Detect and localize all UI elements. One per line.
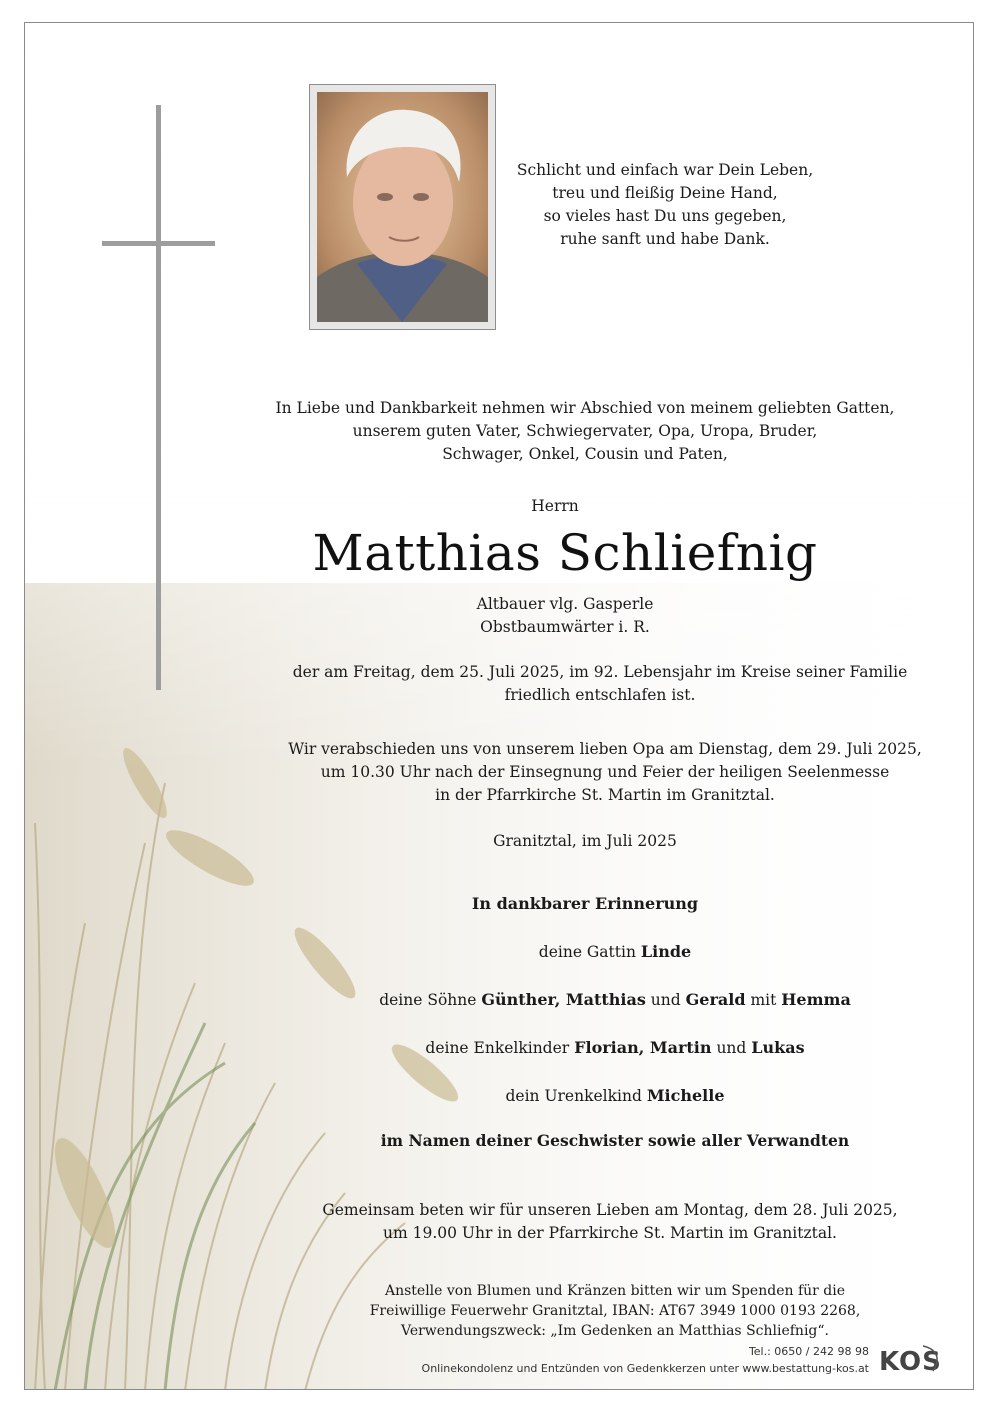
- memory-name: Florian, Martin: [574, 1038, 712, 1057]
- donation-line: Verwendungszweck: „Im Gedenken an Matthias Schliefnig“.: [401, 1323, 829, 1339]
- memory-conj: und: [650, 991, 681, 1009]
- intro-line: unserem guten Vater, Schwiegervater, Opa, Uropa, Bruder,: [352, 422, 818, 440]
- memory-name: Linde: [640, 942, 692, 961]
- funeral-line: um 10.30 Uhr nach der Einsegnung und Feier der heiligen Seelenmesse: [320, 763, 890, 781]
- place-date: Granitztal, im Juli 2025: [493, 832, 677, 850]
- memory-sons: [275, 990, 955, 1009]
- memory-prefix: deine Söhne: [379, 991, 477, 1009]
- obituary-card: [24, 22, 974, 1390]
- memory-prefix: deine Gattin: [538, 943, 636, 961]
- deceased-titles: [425, 593, 705, 639]
- memory-name: Günther, Matthias: [481, 990, 646, 1009]
- memory-name: Michelle: [646, 1086, 725, 1105]
- funeral-line: Wir verabschieden uns von unserem lieben Opa am Dienstag, dem 29. Juli 2025,: [288, 740, 922, 758]
- prayer-line: um 19.00 Uhr in der Pfarrkirche St. Martin im Granitztal.: [383, 1224, 837, 1242]
- funeral-line: in der Pfarrkirche St. Martin im Granitztal.: [435, 786, 775, 804]
- title-line: Altbauer vlg. Gasperle: [476, 595, 654, 613]
- memory-conj: mit: [750, 991, 777, 1009]
- memory-wife: [275, 942, 955, 961]
- memory-siblings: im Namen deiner Geschwister sowie aller Verwandten: [380, 1131, 850, 1150]
- memory-heading: In dankbarer Erinnerung: [471, 894, 699, 913]
- memory-name: Gerald: [685, 990, 746, 1009]
- deceased-name: Matthias Schliefnig: [312, 524, 818, 582]
- poem: [515, 159, 815, 251]
- death-line: friedlich entschlafen ist.: [504, 686, 696, 704]
- poem-line: Schlicht und einfach war Dein Leben,: [516, 161, 814, 179]
- death-notice: [255, 661, 945, 707]
- cross-icon: [156, 105, 161, 690]
- memory-prefix: dein Urenkelkind: [505, 1087, 642, 1105]
- intro-line: In Liebe und Dankbarkeit nehmen wir Abschied von meinem geliebten Gatten,: [275, 399, 895, 417]
- poem-line: treu und fleißig Deine Hand,: [552, 184, 778, 202]
- memory-name: Lukas: [751, 1038, 805, 1057]
- memory-name: Hemma: [781, 990, 851, 1009]
- intro-line: Schwager, Onkel, Cousin und Paten,: [442, 445, 728, 463]
- funeral-notice: [245, 738, 965, 807]
- memory-grandchildren: [275, 1038, 955, 1057]
- portrait-photo: [317, 92, 488, 322]
- title-line: Obstbaumwärter i. R.: [480, 618, 650, 636]
- salutation: Herrn: [531, 497, 579, 515]
- kos-logo: [879, 1345, 941, 1379]
- memory-prefix: deine Enkelkinder: [425, 1039, 570, 1057]
- cross-bar: [102, 241, 215, 246]
- prayer-line: Gemeinsam beten wir für unseren Lieben am Montag, dem 28. Juli 2025,: [322, 1201, 898, 1219]
- poem-line: so vieles hast Du uns gegeben,: [543, 207, 787, 225]
- donation-line: Freiwillige Feuerwehr Granitztal, IBAN: AT67 3949 1000 0193 2268,: [369, 1303, 861, 1319]
- memory-great-grandchild: [275, 1086, 955, 1105]
- poem-line: ruhe sanft und habe Dank.: [560, 230, 770, 248]
- logo-arc-icon: [919, 1343, 943, 1373]
- death-line: der am Freitag, dem 25. Juli 2025, im 92. Lebensjahr im Kreise seiner Familie: [292, 663, 908, 681]
- logo-text: KOS: [879, 1347, 942, 1377]
- footer-tel: Tel.: 0650 / 242 98 98: [748, 1345, 869, 1358]
- portrait-frame: [309, 84, 496, 330]
- intro-text: [225, 397, 945, 466]
- donation-line: Anstelle von Blumen und Kränzen bitten wir um Spenden für die: [384, 1283, 846, 1299]
- prayer-notice: [265, 1199, 955, 1245]
- donation-notice: [285, 1281, 945, 1341]
- footer-online: Onlinekondolenz und Entzünden von Gedenkkerzen unter www.bestattung-kos.at: [421, 1362, 869, 1375]
- memory-conj: und: [716, 1039, 747, 1057]
